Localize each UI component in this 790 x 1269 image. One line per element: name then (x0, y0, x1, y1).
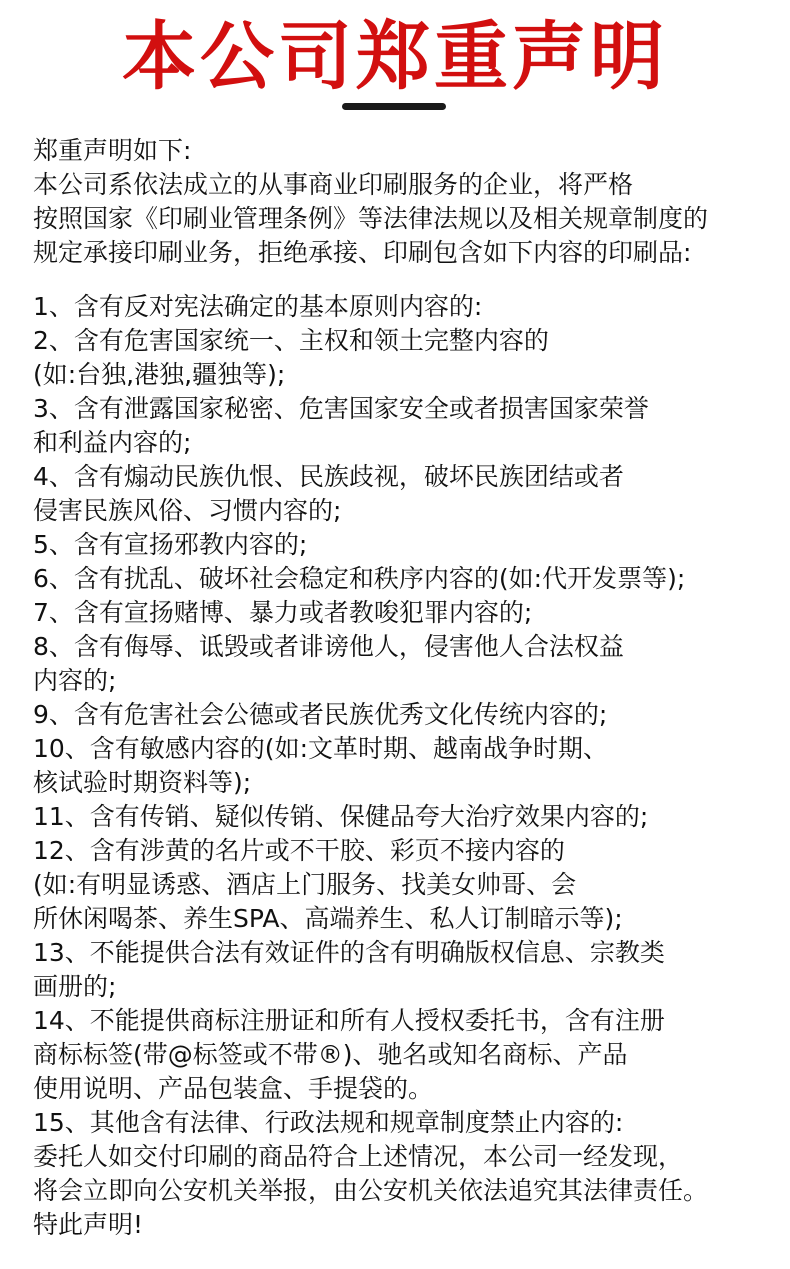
clause-line: 10、含有敏感内容的(如:文革时期、越南战争时期、 (33, 734, 608, 763)
clause-line: 3、含有泄露国家秘密、危害国家安全或者损害国家荣誉 (33, 394, 649, 423)
paragraph-gap (33, 270, 768, 290)
clause-line: 画册的; (33, 972, 117, 1001)
clause-line: 7、含有宣扬赌博、暴力或者教唆犯罪内容的; (33, 598, 533, 627)
intro-line: 郑重声明如下: (33, 136, 192, 165)
intro-line: 本公司系依法成立的从事商业印刷服务的企业，将严格 (33, 170, 634, 199)
clause-line: 15、其他含有法律、行政法规和规章制度禁止内容的: (33, 1108, 624, 1137)
clause-line: 所休闲喝茶、养生SPA、高端养生、私人订制暗示等); (33, 904, 623, 933)
clause-line: 6、含有扰乱、破坏社会稳定和秩序内容的(如:代开发票等); (33, 564, 686, 593)
clause-line: 特此声明! (33, 1210, 144, 1239)
clause-line: 1、含有反对宪法确定的基本原则内容的: (33, 292, 483, 321)
clause-line: 和利益内容的; (33, 428, 192, 457)
clause-line: 使用说明、产品包装盒、手提袋的。 (33, 1074, 434, 1103)
clause-line: 11、含有传销、疑似传销、保健品夸大治疗效果内容的; (33, 802, 649, 831)
clause-line: 9、含有危害社会公德或者民族优秀文化传统内容的; (33, 700, 608, 729)
clause-line: 2、含有危害国家统一、主权和领土完整内容的 (33, 326, 549, 355)
clause-line: 将会立即向公安机关举报，由公安机关依法追究其法律责任。 (33, 1176, 709, 1205)
intro-line: 按照国家《印刷业管理条例》等法律法规以及相关规章制度的 (33, 204, 709, 233)
clause-line: (如:有明显诱惑、酒店上门服务、找美女帅哥、会 (33, 870, 577, 899)
statement-body (33, 134, 768, 1242)
clause-line: (如:台独,港独,疆独等); (33, 360, 286, 389)
clause-line: 核试验时期资料等); (33, 768, 252, 797)
clause-line: 侵害民族风俗、习惯内容的; (33, 496, 342, 525)
clause-line: 内容的; (33, 666, 117, 695)
clause-line: 14、不能提供商标注册证和所有人授权委托书，含有注册 (33, 1006, 665, 1035)
clause-line: 委托人如交付印刷的商品符合上述情况，本公司一经发现， (33, 1142, 684, 1171)
page-title: 本公司郑重声明 (122, 14, 668, 100)
title-underline (342, 103, 446, 110)
clause-line: 4、含有煽动民族仇恨、民族歧视，破坏民族团结或者 (33, 462, 624, 491)
clause-line: 12、含有涉黄的名片或不干胶、彩页不接内容的 (33, 836, 565, 865)
clause-line: 5、含有宣扬邪教内容的; (33, 530, 308, 559)
intro-line: 规定承接印刷业务，拒绝承接、印刷包含如下内容的印刷品: (33, 238, 692, 267)
clause-line: 8、含有侮辱、诋毁或者诽谤他人，侵害他人合法权益 (33, 632, 624, 661)
clause-line: 商标标签(带@标签或不带®)、驰名或知名商标、产品 (33, 1040, 628, 1069)
clause-line: 13、不能提供合法有效证件的含有明确版权信息、宗教类 (33, 938, 665, 967)
